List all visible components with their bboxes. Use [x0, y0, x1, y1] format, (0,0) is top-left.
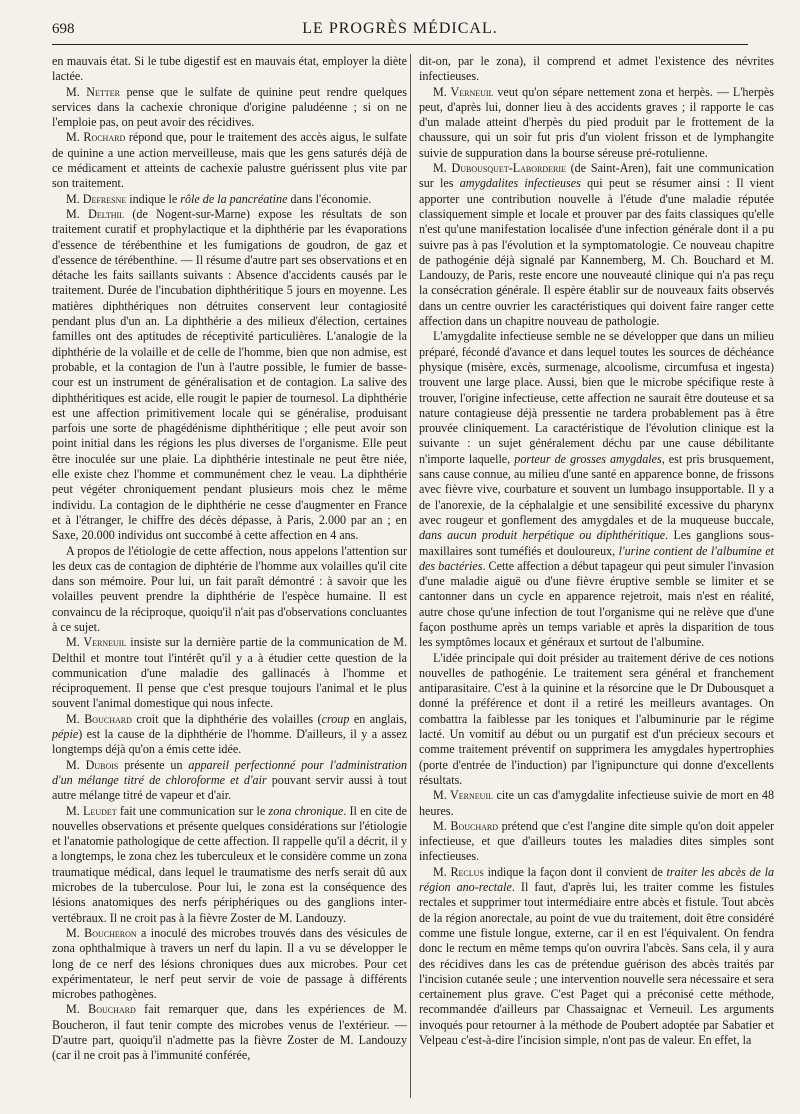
- paragraph: [419, 54, 774, 85]
- paragraph-text: L'amygdalite infectieuse semble ne se développer que dans un milieu préparé, fécondé d'avance et dans lequel toutes les sources de déchéance physique (misère, excès, surmenage, alcoolisme, circumfusa et ingesta) trouvent une large place. Aussi, bien que le microbe spécifique reste à trouver, l'origine infectieuse, cette affection ne saurait être douteuse et sa nature contagieuse déjà pressentie ne tardera probablement pas à être prouvée cliniquement. La caractéristique de l'évolution clinique est la suivante : un sujet généralement déchu par une cause débilitante n'importe laquelle,: [419, 329, 774, 466]
- paragraph: [52, 192, 407, 207]
- paragraph-text: A propos de l'étiologie de cette affection, nous appelons l'attention sur les deux cas de contagion de diphtérie de l'homme aux volailles qu'il cite dans son mémoire. Pour lui, un fait paraît démontré : à savoir que les volailles peuvent prendre la diphthérie de l'espèce humaine. Il est convaincu de la réciproque, quoiqu'il n'ait pas d'observations concluantes à ce sujet.: [52, 543, 407, 634]
- communication-title: croup: [321, 711, 350, 726]
- paragraph-text: croit que la diphthérie des volailles (: [131, 711, 322, 726]
- paragraph-text: . Cette affection a début tapageur qui peut simuler l'invasion d'une maladie aiguë ou d'une fièvre éruptive semble se limiter et se cantonner dans un cycle en apparence rejetroit, mais n'est en réalité, autre chose qu'une infection de tout l'organisme qui ne relève que d'une façon posthume après un temps variable et après la disparition de tous les symptômes locaux et généraux et surtout de l'albumine.: [419, 558, 774, 650]
- speaker-name: M. Bouchard: [433, 818, 498, 833]
- paragraph: [52, 804, 407, 926]
- running-title: LE PROGRÈS MÉDICAL.: [302, 20, 498, 37]
- paragraph-text: veut qu'on sépare nettement zona et herpès. — L'herpès peut, d'après lui, donner lieu à des accidents graves ; il rapporte le cas d'un malade atteint d'herpès du pied produit par le frottement de la chaussure, qui un soir fut pris d'un violent frisson et de lymphangite suivie de suppuration dans la bourse séreuse pré-rotulienne.: [419, 84, 774, 160]
- paragraph-text: indique le: [126, 191, 181, 206]
- page-number: 698: [52, 21, 75, 37]
- speaker-name: M. Delthil: [66, 206, 125, 221]
- paragraph-text: . Les ganglions sous-maxillaires sont tuméfiés et douloureux,: [419, 528, 774, 558]
- paragraph-text: pense que le sulfate de quinine peut rendre quelques services dans la cachexie chronique d'origine paludéenne ; si on ne l'emploie pas, on peut avoir des récidives.: [52, 84, 407, 130]
- paragraph: [52, 758, 407, 804]
- paragraph-text: dans l'économie.: [287, 191, 372, 206]
- paragraph: [419, 819, 774, 865]
- paragraph-text: fait remarquer que, dans les expériences de M. Boucheron, il faut tenir compte des microbes venus de l'extérieur. — D'autre part, quoiqu'il n'admette pas la fièvre Zoster de M. Landouzy (car il ne croit pas à l'immunité conférée,: [52, 1002, 407, 1063]
- speaker-name: M. Bouchard: [66, 1002, 136, 1017]
- paragraph-text: qui peut se résumer ainsi : Il vient apporter une contribution nouvelle à l'étude d'une maladie réputée classiquement simple et locale et prouver par des faits classiques qu'elle n'est qu'une manifestation localisée d'une infection générale dont il a pu suivre pas à pas l'évolution et la symptomatologie. Ce nouveau chapitre de pathogénie déjà signalé par Kannemberg, M. Ch. Bouchard et M. Landouzy, de Paris, reste encore une nouveauté clinique qui n'a pas reçu la consécration générale. Il espère établir sur de nouveaux faits observés dans un centre ouvrier les caractéristiques qui doivent faire ranger cette affection dans un chapitre nouveau de pathologie.: [419, 176, 774, 329]
- paragraph-text: dit-on, par le zona), il comprend et admet l'existence des névrites infectieuses.: [419, 54, 774, 84]
- paragraph: [52, 1002, 407, 1063]
- paragraph: [52, 926, 407, 1002]
- speaker-name: M. Defresne: [66, 191, 127, 206]
- speaker-name: M. Verneuil: [66, 635, 127, 650]
- paragraph-text: pouvant servir aussi à tout autre mélange titré de vapeur et d'air.: [52, 772, 407, 803]
- emphasized-text: l'urine contient de l'albumine et des bactéries: [419, 543, 774, 573]
- paragraph-text: en anglais,: [349, 711, 408, 726]
- paragraph-text: en mauvais état. Si le tube digestif est en mauvais état, employer la diète lactée.: [52, 54, 407, 84]
- emphasized-text: dans aucun produit herpétique ou diphthéritique: [419, 528, 666, 543]
- paragraph: [419, 85, 774, 161]
- paragraph: [52, 54, 407, 85]
- paragraph: [419, 329, 774, 650]
- speaker-name: M. Netter: [66, 84, 120, 99]
- paragraph-text: cite un cas d'amygdalite infectieuse suivie de mort en 48 heures.: [419, 788, 775, 818]
- speaker-name: M. Verneuil: [433, 788, 494, 803]
- paragraph-text: (de Nogent-sur-Marne) expose les résultats de son traitement curatif et prophylactique et la diphthérie par les évaporations d'essence de térébenthine et les fumigations de goudron, de gaz et d'essence de térébenthine. — Il résume d'autre part ses observations et en détache les faits saillants suivants : Absence d'accidents causés par le traitement. Durée de l'incubation diphthéritique 5 jours en moyenne. Les matières diphthériques non détruites conservent leur contagiosité pendant plus d'un an. La diphthérie a des milieux d'élection, certaines familles ont des aptitudes de réceptivité particulières. L'analogie de la diphthérie de la volaille et de celle de l'homme, bien que non admise, est probable, et la contagion de l'un à l'autre possible, le fumier de basse-cour est un instrument de généralisation et de contagion. La salive des diphthéritiques est acide, elle rougit le papier de tournesol. La diphthérie est une affection primitivement locale qui se généralise, produisant parfois une sorte de phagédénisme diphthéritique ; elle peut avoir son point initial dans les régions les plus diverses de l'organisme. Elle peut être inoculée sur une plaie. La diphthérie intestinale ne peut être niée, elle existe chez l'homme et communément chez le veau. La diphthérie peut végéter chroniquement pendant plusieurs mois chez le même individu. La contagion de le diphthérie ne cesse d'augmenter en France et à l'étranger, le chiffre des décès dépasse, à Paris, 2.000 par an ; en Saxe, 20.000 individus ont succombé à cette affection en 4 ans.: [52, 206, 407, 543]
- paragraph: [419, 651, 774, 789]
- paragraph-text: indique la façon dont il convient de: [483, 864, 667, 879]
- speaker-name: M. Leudet: [66, 803, 117, 818]
- speaker-name: M. Verneuil: [433, 84, 494, 99]
- speaker-name: M. Reclus: [433, 864, 484, 879]
- speaker-name: M. Boucheron: [66, 925, 137, 940]
- paragraph-text: L'idée principale qui doit présider au traitement dérive de ces notions nouvelles de pathogénie. Le traitement sera général et franchement antiparasitaire. C'est à la quinine et la résorcine que le Dr Dubousquet a donné la préférence et dont il a retiré les meilleurs avantages. On combattra la faiblesse par les toniques et l'albuminurie par le régime lacté. Un vomitif au début ou un purgatif est d'un précieux secours et comme traitement préventif on supprimera les amygdales hypertrophies (porte d'entrée de l'induction) par l'ignipuncture qui donne d'excellents résultats.: [419, 650, 774, 787]
- left-column: [52, 54, 407, 1064]
- speaker-name: M. Dubois: [66, 757, 119, 772]
- paragraph-text: . Il faut, d'après lui, les traiter comme les fistules rectales et supprimer tout intermédiaire entre abcès et fistule. Tout abcès de la région anorectale, au point de vue du traitement, doit être considéré comme une fistule longue, externe, car il en est l'équivalent. On fendra donc le rectum en même temps qu'on ouvrira l'abcès. Sans cela, il y aura des récidives dans les cas de prétendue guérison des abcès traités par l'incision cutanée seule ; une intervention nouvelle sera nécessaire et sera certainement plus grave. C'est Paget qui a préconisé cette méthode, recommandée d'ailleurs par Chassaignac et Verneuil. Les arguments invoqués pour retourner à la méthode de Poubert adoptée par Sabatier et Velpeau c'est-à-dire l'incision simple, n'ont pas de valeur. En effet, la: [419, 880, 774, 1047]
- paragraph-text: . Il en cite de nouvelles observations et présente quelques considérations sur l'étiologie et l'anatomie pathologique de cette affection. Il rappelle qu'il a décrit, il y a longtemps, le zona chez les tuberculeux et le considère comme un zona traumatique médical, dans lequel le traumatisme des nerfs serait dû aux microbes de la tuberculose. Pour lui, le zona est la conséquence des lésions anatomiques des nerfs périphériques ou des ganglions inter-vertébraux. Il ne croit pas à la fièvre Zoster de M. Landouzy.: [52, 803, 407, 925]
- paragraph-text: insiste sur la dernière partie de la communication de M. Delthil et montre tout l'intérêt qu'il y a à étudier cette question de la communication d'une maladie des gallinacés à l'homme et réciproquement. Il pense que c'est presque toujours l'animal et le plus souvent l'animal domestique qui nous infecte.: [52, 635, 407, 711]
- paragraph-text: répond que, pour le traitement des accès aigus, le sulfate de quinine a une action merveilleuse, mais que les gens saturés déjà de ce médicament et atteints de cachexie palustre guérissent plus vite par son traitement.: [52, 130, 407, 191]
- paragraph: [52, 544, 407, 636]
- communication-title: rôle de la pancréatine: [180, 191, 288, 206]
- paragraph-text: prétend que c'est l'angine dite simple qu'on doit appeler infectieuse, et que d'ailleurs toutes les maladies dites simples sont infectieuses.: [419, 818, 774, 864]
- right-column: [419, 54, 774, 1048]
- speaker-name: M. Dubousquet-Laborderie: [433, 161, 566, 176]
- paragraph: [419, 865, 774, 1049]
- paragraph: [52, 85, 407, 131]
- paragraph-text: (de Saint-Aren), fait une communication sur les: [419, 161, 775, 191]
- communication-title: zona chronique: [268, 803, 344, 818]
- communication-title: amygdalites infectieuses: [459, 176, 581, 191]
- communication-title: traiter les abcès de la région ano-rectale: [419, 864, 775, 895]
- emphasized-text: porteur de grosses amygdales: [514, 451, 662, 466]
- paragraph-text: ) est la cause de la diphthérie de l'homme. D'ailleurs, il y a assez longtemps déjà qu'on a émis cette idée.: [52, 727, 407, 757]
- paragraph-text: , est pris brusquement, sans cause connue, au milieu d'une santé en apparence bonne, de frissons avec fièvre vive, courbature et souvent un lumbago insupportable. Il y a de l'anorexie, de la céphalalgie et une sensibilité excessive du pharynx avec rougeur et gonflement des amygdales et de la muqueuse buccale,: [419, 451, 774, 527]
- page-header: [52, 18, 748, 45]
- communication-title: pépie: [52, 727, 79, 742]
- paragraph: [52, 130, 407, 191]
- paragraph: [52, 712, 407, 758]
- paragraph: [52, 207, 407, 544]
- paragraph-text: a inoculé des microbes trouvés dans des vésicules de zona ophthalmique à travers un nerf du lapin. Il a vu se développer le long de ce nerf des lésions chroniques dues aux microbes. Pour cet expérimentateur, le nerf peut servir de voie de passage à différents microbes pathogènes.: [52, 925, 407, 1002]
- communication-title: appareil perfectionné pour l'administration d'un mélange titré de chloroforme et d'air: [52, 757, 407, 787]
- paragraph: [419, 788, 774, 819]
- paragraph: [52, 635, 407, 711]
- paragraph-text: fait une communication sur le: [116, 803, 269, 818]
- speaker-name: M. Bouchard: [66, 711, 132, 726]
- paragraph: [419, 161, 774, 329]
- column-divider: [410, 54, 411, 1098]
- paragraph-text: présente un: [118, 757, 189, 772]
- speaker-name: M. Rochard: [66, 130, 126, 145]
